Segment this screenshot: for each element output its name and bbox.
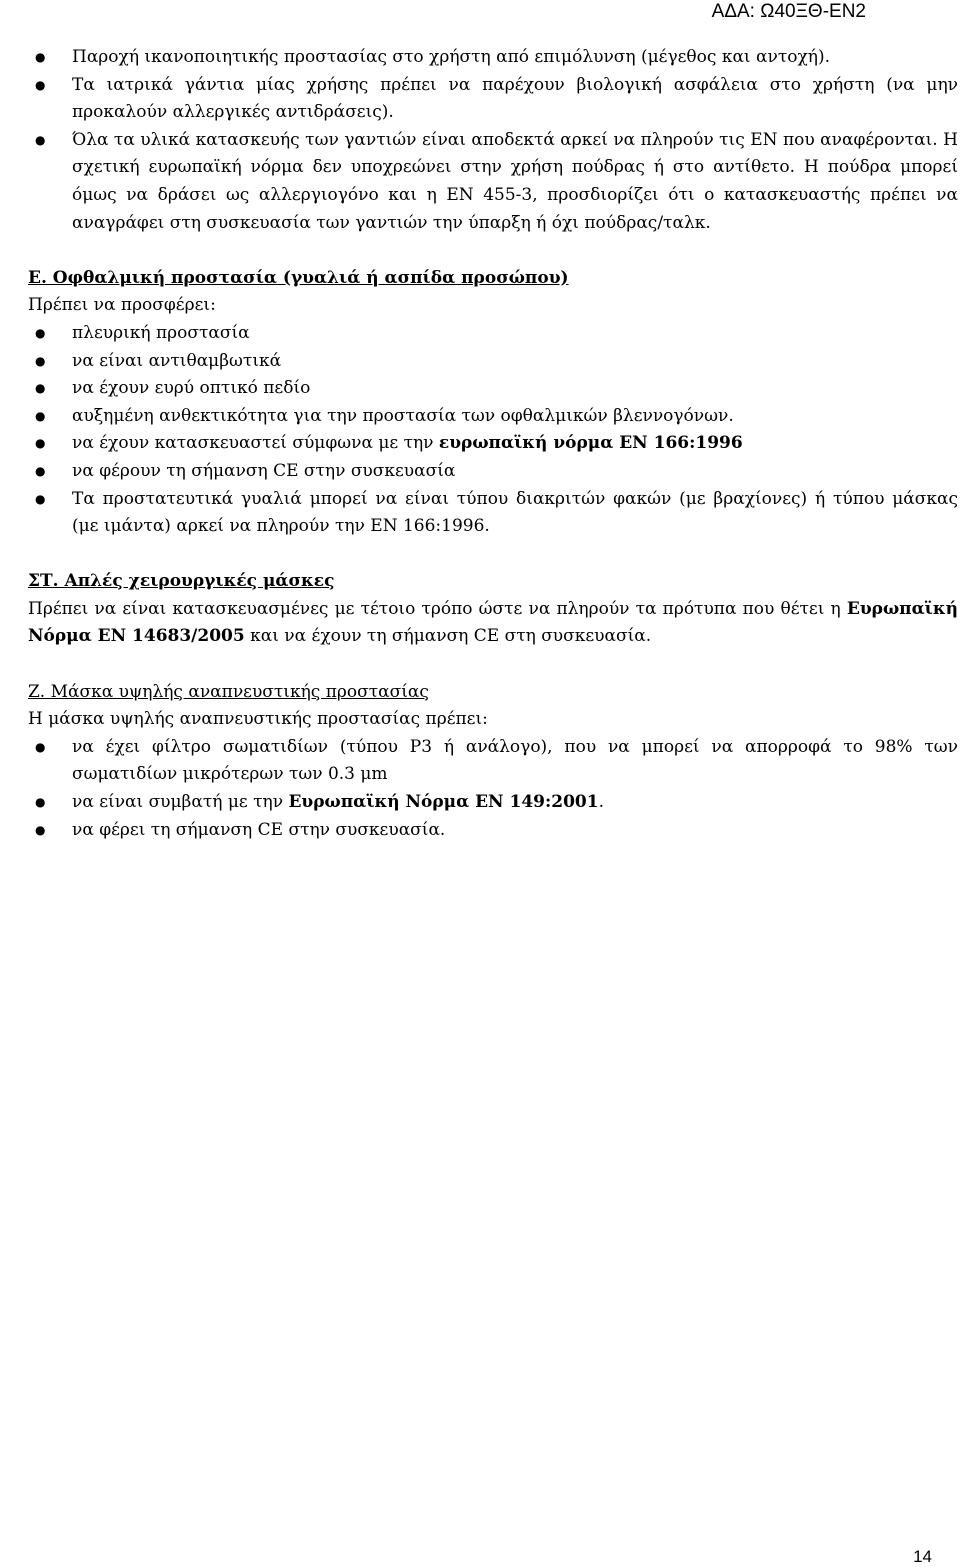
document-body: [28, 44, 958, 844]
section-title: [28, 568, 958, 596]
section-title-text: Ε. Οφθαλμική προστασία (γυαλιά ή ασπίδα προσώπου): [28, 267, 569, 288]
text-prefix: Πρέπει να είναι κατασκευασμένες με τέτοιο τρόπο ώστε να πληρούν τα πρότυπα που θέτει η: [28, 598, 847, 619]
section-surgical-masks: [28, 568, 958, 651]
list-item: ● να έχουν ευρύ οπτικό πεδίο: [28, 375, 958, 403]
text-suffix: και να έχουν τη σήμανση CE στη συσκευασία.: [244, 626, 652, 647]
eye-protection-list: [28, 320, 958, 541]
section-title: [28, 265, 958, 293]
list-item: [28, 430, 958, 458]
section-respirator-masks: [28, 679, 958, 845]
list-item: [28, 789, 958, 817]
respirator-requirements-list: [28, 734, 958, 844]
list-item: ● πλευρική προστασία: [28, 320, 958, 348]
norm-reference: Ευρωπαϊκή Νόρμα ΕΝ 14683/2005: [28, 598, 958, 647]
list-item: ● να φέρουν τη σήμανση CE στην συσκευασία: [28, 458, 958, 486]
section-intro: Πρέπει να προσφέρει:: [28, 295, 216, 316]
section-text: [28, 596, 958, 651]
section-title-text: ΣΤ. Απλές χειρουργικές μάσκες: [28, 571, 335, 592]
list-item: ● Τα προστατευτικά γυαλιά μπορεί να είναι τύπου διακριτών φακών (με βραχίονες) ή τύπου μάσκας (με ιμάντα) αρκεί να πληρούν την EN 166:1996.: [28, 486, 958, 541]
gloves-requirements-list: [28, 44, 958, 237]
section-intro: Η μάσκα υψηλής αναπνευστικής προστασίας πρέπει:: [28, 709, 488, 730]
ada-code: ΑΔΑ: Ω40ΞΘ-ΕΝ2: [711, 1, 866, 22]
list-item: ● Τα ιατρικά γάντια μίας χρήσης πρέπει να παρέχουν βιολογική ασφάλεια στο χρήστη (να μην προκαλούν αλλεργικές αντιδράσεις).: [28, 72, 958, 127]
list-item: ● αυξημένη ανθεκτικότητα για την προστασία των οφθαλμικών βλεννογόνων.: [28, 403, 958, 431]
norm-prefix: να έχουν κατασκευαστεί σύμφωνα με την: [72, 433, 439, 454]
norm-reference: Ευρωπαϊκή Νόρμα ΕΝ 149:2001: [288, 792, 599, 813]
list-item: ● να είναι αντιθαμβωτικά: [28, 348, 958, 376]
list-item: ● να φέρει τη σήμανση CE στην συσκευασία.: [28, 817, 958, 845]
section-eye-protection: [28, 265, 958, 541]
norm-suffix: .: [598, 792, 604, 813]
section-title: [28, 679, 958, 707]
norm-reference: ευρωπαϊκή νόρμα EN 166:1996: [438, 433, 743, 454]
norm-prefix: να είναι συμβατή με την: [72, 792, 289, 813]
list-item: ● να έχει φίλτρο σωματιδίων (τύπου P3 ή ανάλογο), που να μπορεί να απορροφά το 98% των σωματιδίων μικρότερων των 0.3 μm: [28, 734, 958, 789]
list-item: ● Όλα τα υλικά κατασκευής των γαντιών είναι αποδεκτά αρκεί να πληρούν τις EN που αναφέρονται. Η σχετική ευρωπαϊκή νόρμα δεν υποχρεώνει στην χρήση πούδρας ή στο αντίθετο. Η πούδρα μπορεί όμως να δράσει ως αλλεργιογόνο και η EN 455-3, προσδιορίζει ότι ο κατασκευαστής πρέπει να αναγράφει στη συσκευασία των γαντιών την ύπαρξη ή όχι πούδρας/ταλκ.: [28, 127, 958, 237]
list-item: ● Παροχή ικανοποιητικής προστασίας στο χρήστη από επιμόλυνση (μέγεθος και αντοχή).: [28, 44, 958, 72]
page-number: 14: [913, 1547, 932, 1566]
section-title-text: Ζ. Μάσκα υψηλής αναπνευστικής προστασίας: [28, 681, 429, 702]
